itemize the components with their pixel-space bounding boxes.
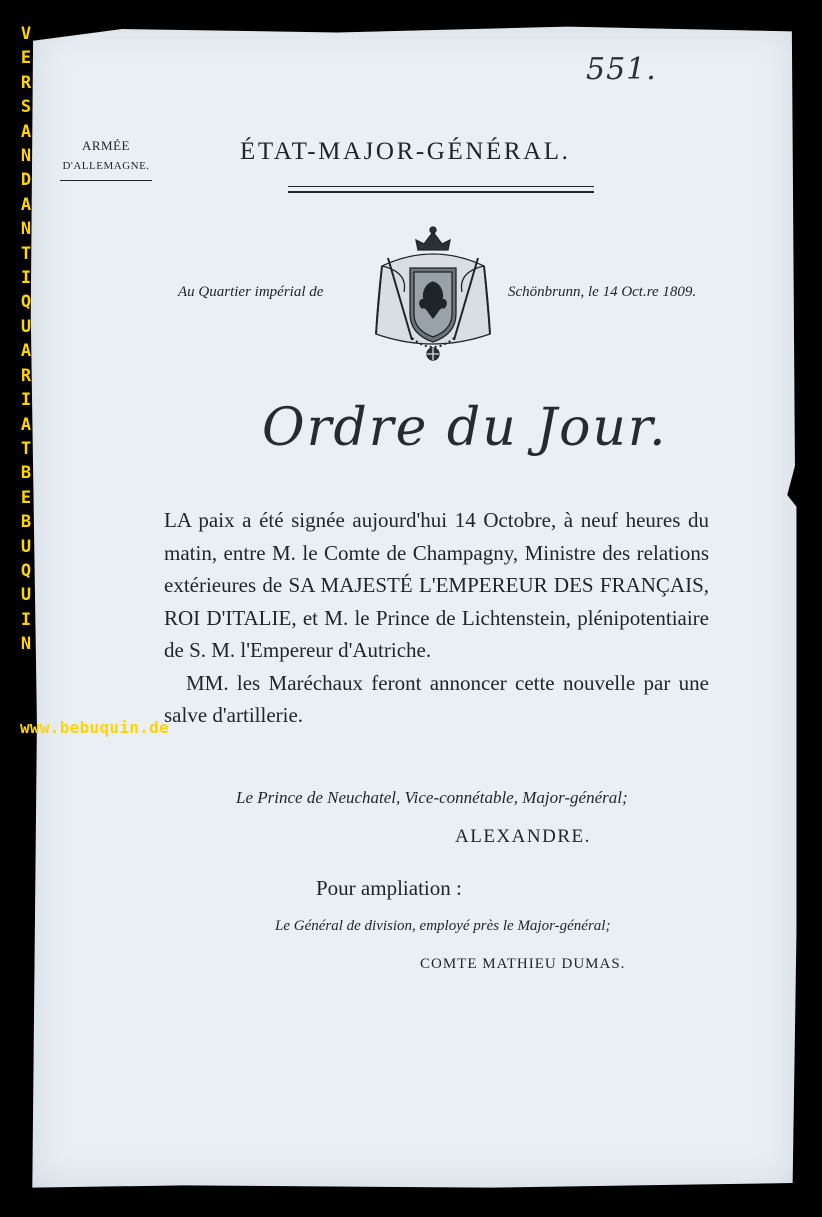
folio-number: 551. — [586, 52, 657, 87]
document-title: Ordre du Jour. — [262, 398, 668, 458]
place-date: Schönbrunn, le 14 Oct.re 1809. — [508, 284, 697, 300]
url-watermark: www.bebuquin.de — [20, 718, 169, 737]
paragraph-peace-announcement: LA paix a été signée aujourd'hui 14 Octobre, à neuf heures du matin, entre M. le Comte de Champagny, Ministre des relations extérieures de SA MAJESTÉ L'EMPEREUR DES FRANÇAIS, ROI D'ITALIE, et M. le Prince de Lichtenstein, plénipotentiaire de S. M. l'Empereur d'Autriche. — [164, 508, 709, 662]
army-heading-line2: D'ALLEMAGNE. — [62, 160, 150, 172]
body-text — [164, 504, 709, 732]
place-prefix: Au Quartier impérial de — [178, 284, 324, 300]
imperial-crest-icon — [368, 222, 498, 370]
countersigner-name: COMTE MATHIEU DUMAS. — [420, 956, 626, 972]
army-heading — [46, 136, 166, 181]
army-heading-line1: ARMÉE — [82, 138, 130, 153]
army-heading-rule — [60, 180, 152, 181]
vertical-watermark: VERSAND ANTIQUARIAT BEBUQUIN — [20, 24, 32, 655]
paragraph-artillery-salute: MM. les Maréchaux feront annoncer cette nouvelle par une salve d'artillerie. — [164, 670, 709, 727]
heading-double-rule — [288, 186, 594, 193]
general-title-line: Le Général de division, employé près le Major-général; — [275, 918, 611, 934]
ampliation-label: Pour ampliation : — [316, 876, 462, 900]
staff-heading: ÉTAT-MAJOR-GÉNÉRAL. — [240, 138, 571, 165]
signer-name: ALEXANDRE. — [455, 826, 591, 847]
signature-title-line: Le Prince de Neuchatel, Vice-connétable, Major-général; — [236, 788, 628, 807]
